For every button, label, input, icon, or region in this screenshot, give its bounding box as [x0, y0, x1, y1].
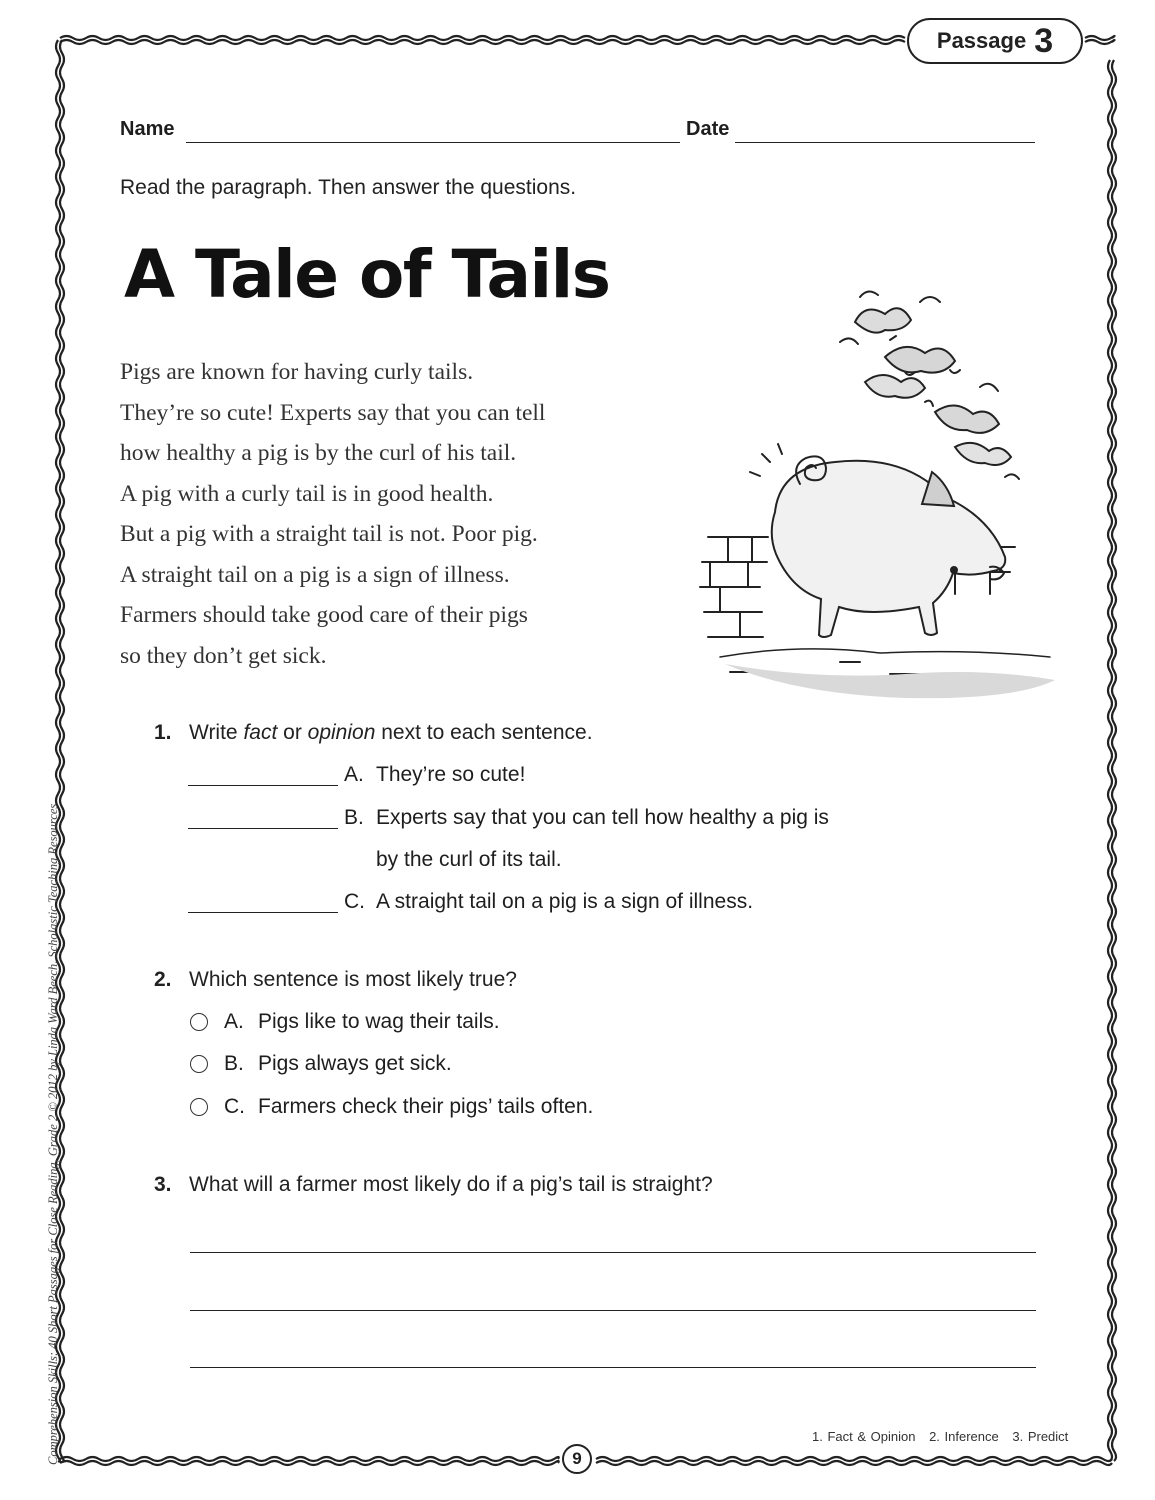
skill-item: 2. Inference: [929, 1429, 999, 1444]
border-chain-segment: [1085, 40, 1115, 44]
answer-blank[interactable]: [188, 828, 338, 829]
question-text-fact: fact: [243, 721, 278, 744]
answer-line[interactable]: [190, 1367, 1036, 1368]
name-date-row: [120, 118, 1035, 146]
passage-label: Passage: [936, 28, 1027, 53]
skill-item: 1. Fact & Opinion: [812, 1429, 916, 1444]
question-text-opinion: opinion: [307, 721, 376, 744]
copyright-credit: Comprehension Skills: 40 Short Passages for Close Reading, Grade 2 © 2012 by Linda Ward Beech, Scholastic Teaching Resources: [46, 803, 60, 1465]
question-text: [189, 721, 593, 745]
passage-title: A Tale of Tails: [124, 236, 610, 313]
choice-letter: B.: [224, 1052, 244, 1075]
paragraph-line: Pigs are known for having curly tails.: [120, 359, 474, 385]
item-letter: A.: [344, 763, 364, 786]
name-field[interactable]: [186, 142, 680, 143]
choice-text: Farmers check their pigs’ tails often.: [258, 1095, 594, 1118]
date-field[interactable]: [735, 142, 1035, 143]
question-text-part: next to each sentence.: [375, 721, 593, 744]
paragraph-line: A straight tail on a pig is a sign of illness.: [120, 561, 510, 588]
paragraph-line: Farmers should take good care of their pigs: [120, 602, 528, 628]
page-number: 9: [562, 1444, 592, 1474]
item-text: A straight tail on a pig is a sign of illness.: [376, 890, 754, 913]
radio-button[interactable]: [190, 1013, 208, 1031]
paragraph-line: so they don’t get sick.: [120, 642, 327, 669]
radio-button[interactable]: [190, 1055, 208, 1073]
item-text-continued: by the curl of its tail.: [376, 848, 562, 871]
item-text: They’re so cute!: [376, 763, 526, 786]
radio-button[interactable]: [190, 1098, 208, 1116]
paragraph-line: They’re so cute! Experts say that you can tell: [120, 399, 546, 426]
item-letter: C.: [344, 890, 365, 913]
question-text: What will a farmer most likely do if a pig’s tail is straight?: [189, 1173, 713, 1196]
paragraph-line: how healthy a pig is by the curl of his tail.: [120, 440, 517, 466]
question-number: 2.: [154, 968, 172, 991]
answer-line[interactable]: [190, 1310, 1036, 1311]
border-chain-segment: [1108, 60, 1112, 1461]
passage-number-badge: [907, 18, 1083, 64]
question-text-part: Write: [189, 721, 244, 744]
choice-text: Pigs like to wag their tails.: [258, 1010, 500, 1033]
pig-illustration: [690, 262, 1090, 702]
choice-letter: C.: [224, 1095, 245, 1118]
choice-letter: A.: [224, 1010, 244, 1033]
question-number: 1.: [154, 721, 172, 744]
skill-item: 3. Predict: [1012, 1429, 1069, 1444]
paragraph-line: But a pig with a straight tail is not. Poor pig.: [120, 521, 538, 547]
answer-line[interactable]: [190, 1252, 1036, 1253]
name-label: Name: [120, 118, 175, 140]
passage-number: 3: [1034, 22, 1054, 60]
choice-text: Pigs always get sick.: [258, 1052, 452, 1075]
paragraph-line: A pig with a curly tail is in good health.: [120, 480, 494, 507]
question-number: 3.: [154, 1173, 172, 1196]
item-letter: B.: [344, 806, 364, 829]
border-chain-segment: [596, 1457, 1112, 1461]
answer-blank[interactable]: [188, 912, 338, 913]
skills-list: [812, 1429, 1077, 1444]
question-text-part: or: [277, 721, 308, 744]
passage-paragraph: [120, 352, 680, 676]
answer-blank[interactable]: [188, 785, 338, 786]
instructions: Read the paragraph. Then answer the questions.: [120, 176, 577, 199]
item-text: Experts say that you can tell how healthy a pig is: [376, 806, 829, 829]
question-text: Which sentence is most likely true?: [189, 968, 517, 991]
date-label: Date: [686, 118, 730, 140]
